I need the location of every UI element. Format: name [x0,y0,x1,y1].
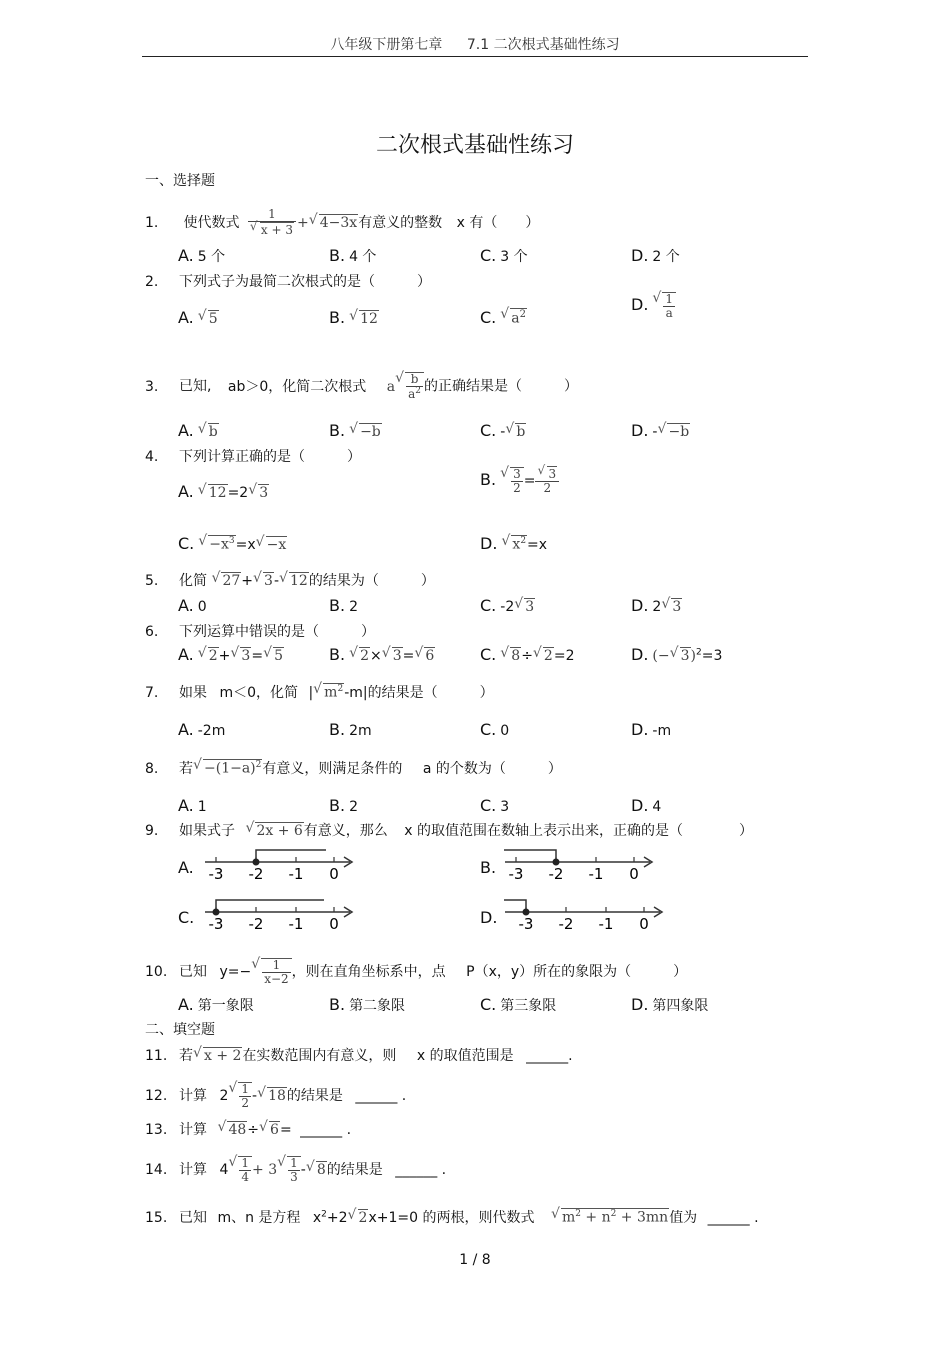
question-5: 5. 化简 √ 27+√ 3-√ 12的结果为（ ） [145,570,435,590]
question-13: 13. 计算 √ 48÷√ 6= ______ . [145,1119,351,1139]
q10-option-b[interactable]: B. 第二象限 [329,995,406,1014]
q9-numberline-b [500,845,660,885]
question-12: 12. 计算 2 √ $\frac{1}{2}$ -√ 18的结果是 ______ . [145,1082,406,1110]
tick-label: -2 [548,865,564,883]
header-rule [142,56,808,57]
tick-label: -3 [208,865,224,883]
q3-option-b[interactable]: B.√ −b [329,421,382,441]
q2-option-c[interactable]: C.√ $a^2$ [480,308,527,328]
section-fill: 二、填空题 [145,1022,215,1038]
q5-option-a[interactable]: A. 0 [178,596,207,615]
tick-label: -1 [598,915,614,933]
q10-option-a[interactable]: A. 第一象限 [178,995,254,1014]
q1-option-a[interactable]: A. 5 个 [178,246,226,265]
question-11: 11. 若√ x + 2在实数范围内有意义，则 x 的取值范围是 ______. [145,1045,573,1065]
q7-option-d[interactable]: D. -m [631,720,672,739]
q4-option-b[interactable]: B. √ $\frac{3}{2}$ = √ $\frac{3}{2}$ [480,466,559,496]
q3-option-a[interactable]: A.√ b [178,421,219,441]
q1-option-c[interactable]: C. 3 个 [480,246,528,265]
q1-option-b[interactable]: B. 4 个 [329,246,377,265]
page-title: 二次根式基础性练习 [375,133,574,158]
tick-label: 0 [639,915,649,933]
header-chapter: 八年级下册第七章 [330,37,443,53]
question-3: 3. 已知, ab＞0，化简二次根式 a √ $\frac{b}{a^2}$ 的正确结果是（ ） [145,372,578,401]
tick-label: 0 [329,865,339,883]
q6-option-b[interactable]: B.√ 2×√ 3=√ 6 [329,645,435,665]
q9-option-a[interactable]: A. [178,858,194,877]
header-lesson: 7.1 二次根式基础性练习 [466,37,620,53]
question-4: 4. 下列计算正确的是（ ） [145,449,361,465]
tick-label: -2 [248,865,264,883]
q6-option-d[interactable]: D. (−√ 3)$^2$=3 [631,645,722,665]
tick-label: -3 [208,915,224,933]
q14-blank[interactable]: ______ . [395,1162,447,1179]
section-choice: 一、选择题 [145,173,215,189]
q3-option-d[interactable]: D. -√ −b [631,421,690,441]
q1-option-d[interactable]: D. 2 个 [631,246,680,265]
tick-label: 0 [329,915,339,933]
q9-numberline-c [200,895,360,935]
q4-option-d[interactable]: D.√ $x^2=x$ [480,534,547,554]
question-10: 10. 已知 y=− √ $\frac{1}{x-2}$ ，则在直角坐标系中，点 P（x，y）所在的象限为（ ） [145,958,687,986]
question-2: 2. 下列式子为最简二次根式的是（ ） [145,274,431,290]
q3-option-c[interactable]: C. -√ b [480,421,526,441]
q2-option-d[interactable]: D. √ $\frac{1}{a}$ [631,292,676,320]
page-number: 1 / 8 [459,1252,491,1268]
q7-option-b[interactable]: B. 2m [329,720,372,739]
question-7: 7. 如果 m＜0，化简 |√ $m^2-m|$的结果是（ ） [145,682,494,702]
q6-option-c[interactable]: C.√ 8÷√ 2=2 [480,645,574,665]
q9-numberline-d [500,895,670,935]
question-9: 9. 如果式子 √ 2x + 6有意义，那么 x 的取值范围在数轴上表示出来，正确的是（ ） [145,820,753,840]
q9-option-d[interactable]: D. [480,908,498,927]
q2-option-a[interactable]: A.√ 5 [178,308,219,328]
q5-option-c[interactable]: C. -2√ 3 [480,596,535,616]
question-14: 14. 计算 4 √ $\frac{1}{4}$ + 3 √ $\frac{1}{3}$ -√ 8的结果是 ______ . [145,1156,446,1184]
q13-blank[interactable]: ______ . [300,1122,352,1138]
question-6: 6. 下列运算中错误的是（ ） [145,624,375,640]
q4-option-c[interactable]: $C.√ -x^3=x√ -x$ [178,534,287,554]
q2-option-b[interactable]: B.√ 12 [329,308,379,328]
q15-blank[interactable]: ______ . [707,1210,759,1226]
tick-label: 0 [629,865,639,883]
tick-label: -1 [288,915,304,933]
q12-blank[interactable]: ______ . [355,1088,407,1105]
tick-label: -2 [248,915,264,933]
q11-blank[interactable]: ______. [526,1048,573,1064]
q8-option-a[interactable]: A. 1 [178,796,207,815]
q8-option-b[interactable]: B. 2 [329,796,358,815]
q5-option-b[interactable]: B. 2 [329,596,358,615]
question-8: 8. 若√ $-(1-a)^2$有意义，则满足条件的 a 的个数为（ ） [145,758,562,778]
q10-option-c[interactable]: C. 第三象限 [480,995,557,1014]
q7-option-a[interactable]: A. -2m [178,720,226,739]
question-15: 15. 已知 m、n 是方程 $x^2+2√$ 2x+1=0 的两根，则代数式 √ $m^2 + n^2 + 3mn$值为 ______ . [145,1207,759,1227]
tick-label: -1 [288,865,304,883]
q9-numberline-a [200,845,360,885]
q6-option-a[interactable]: A.√ 2+√ 3=√ 5 [178,645,284,665]
question-1: 1. 使代数式 1 √ x + 3 +√ 4−3x有意义的整数 x 有（ ） [145,208,539,238]
q8-option-d[interactable]: D. 4 [631,796,662,815]
q5-option-d[interactable]: D. 2√ 3 [631,596,682,616]
tick-label: -3 [518,915,534,933]
page-header [0,34,950,54]
tick-label: -3 [508,865,524,883]
tick-label: -2 [558,915,574,933]
q9-option-b[interactable]: B. [480,858,497,877]
q4-option-a[interactable]: A.√ 12=2√ 3 [178,482,269,502]
q1-fraction: 1 √ x + 3 [248,208,296,238]
tick-label: -1 [588,865,604,883]
q10-option-d[interactable]: D. 第四象限 [631,995,709,1014]
q8-option-c[interactable]: C. 3 [480,796,510,815]
q7-option-c[interactable]: C. 0 [480,720,510,739]
q9-option-c[interactable]: C. [178,908,195,927]
